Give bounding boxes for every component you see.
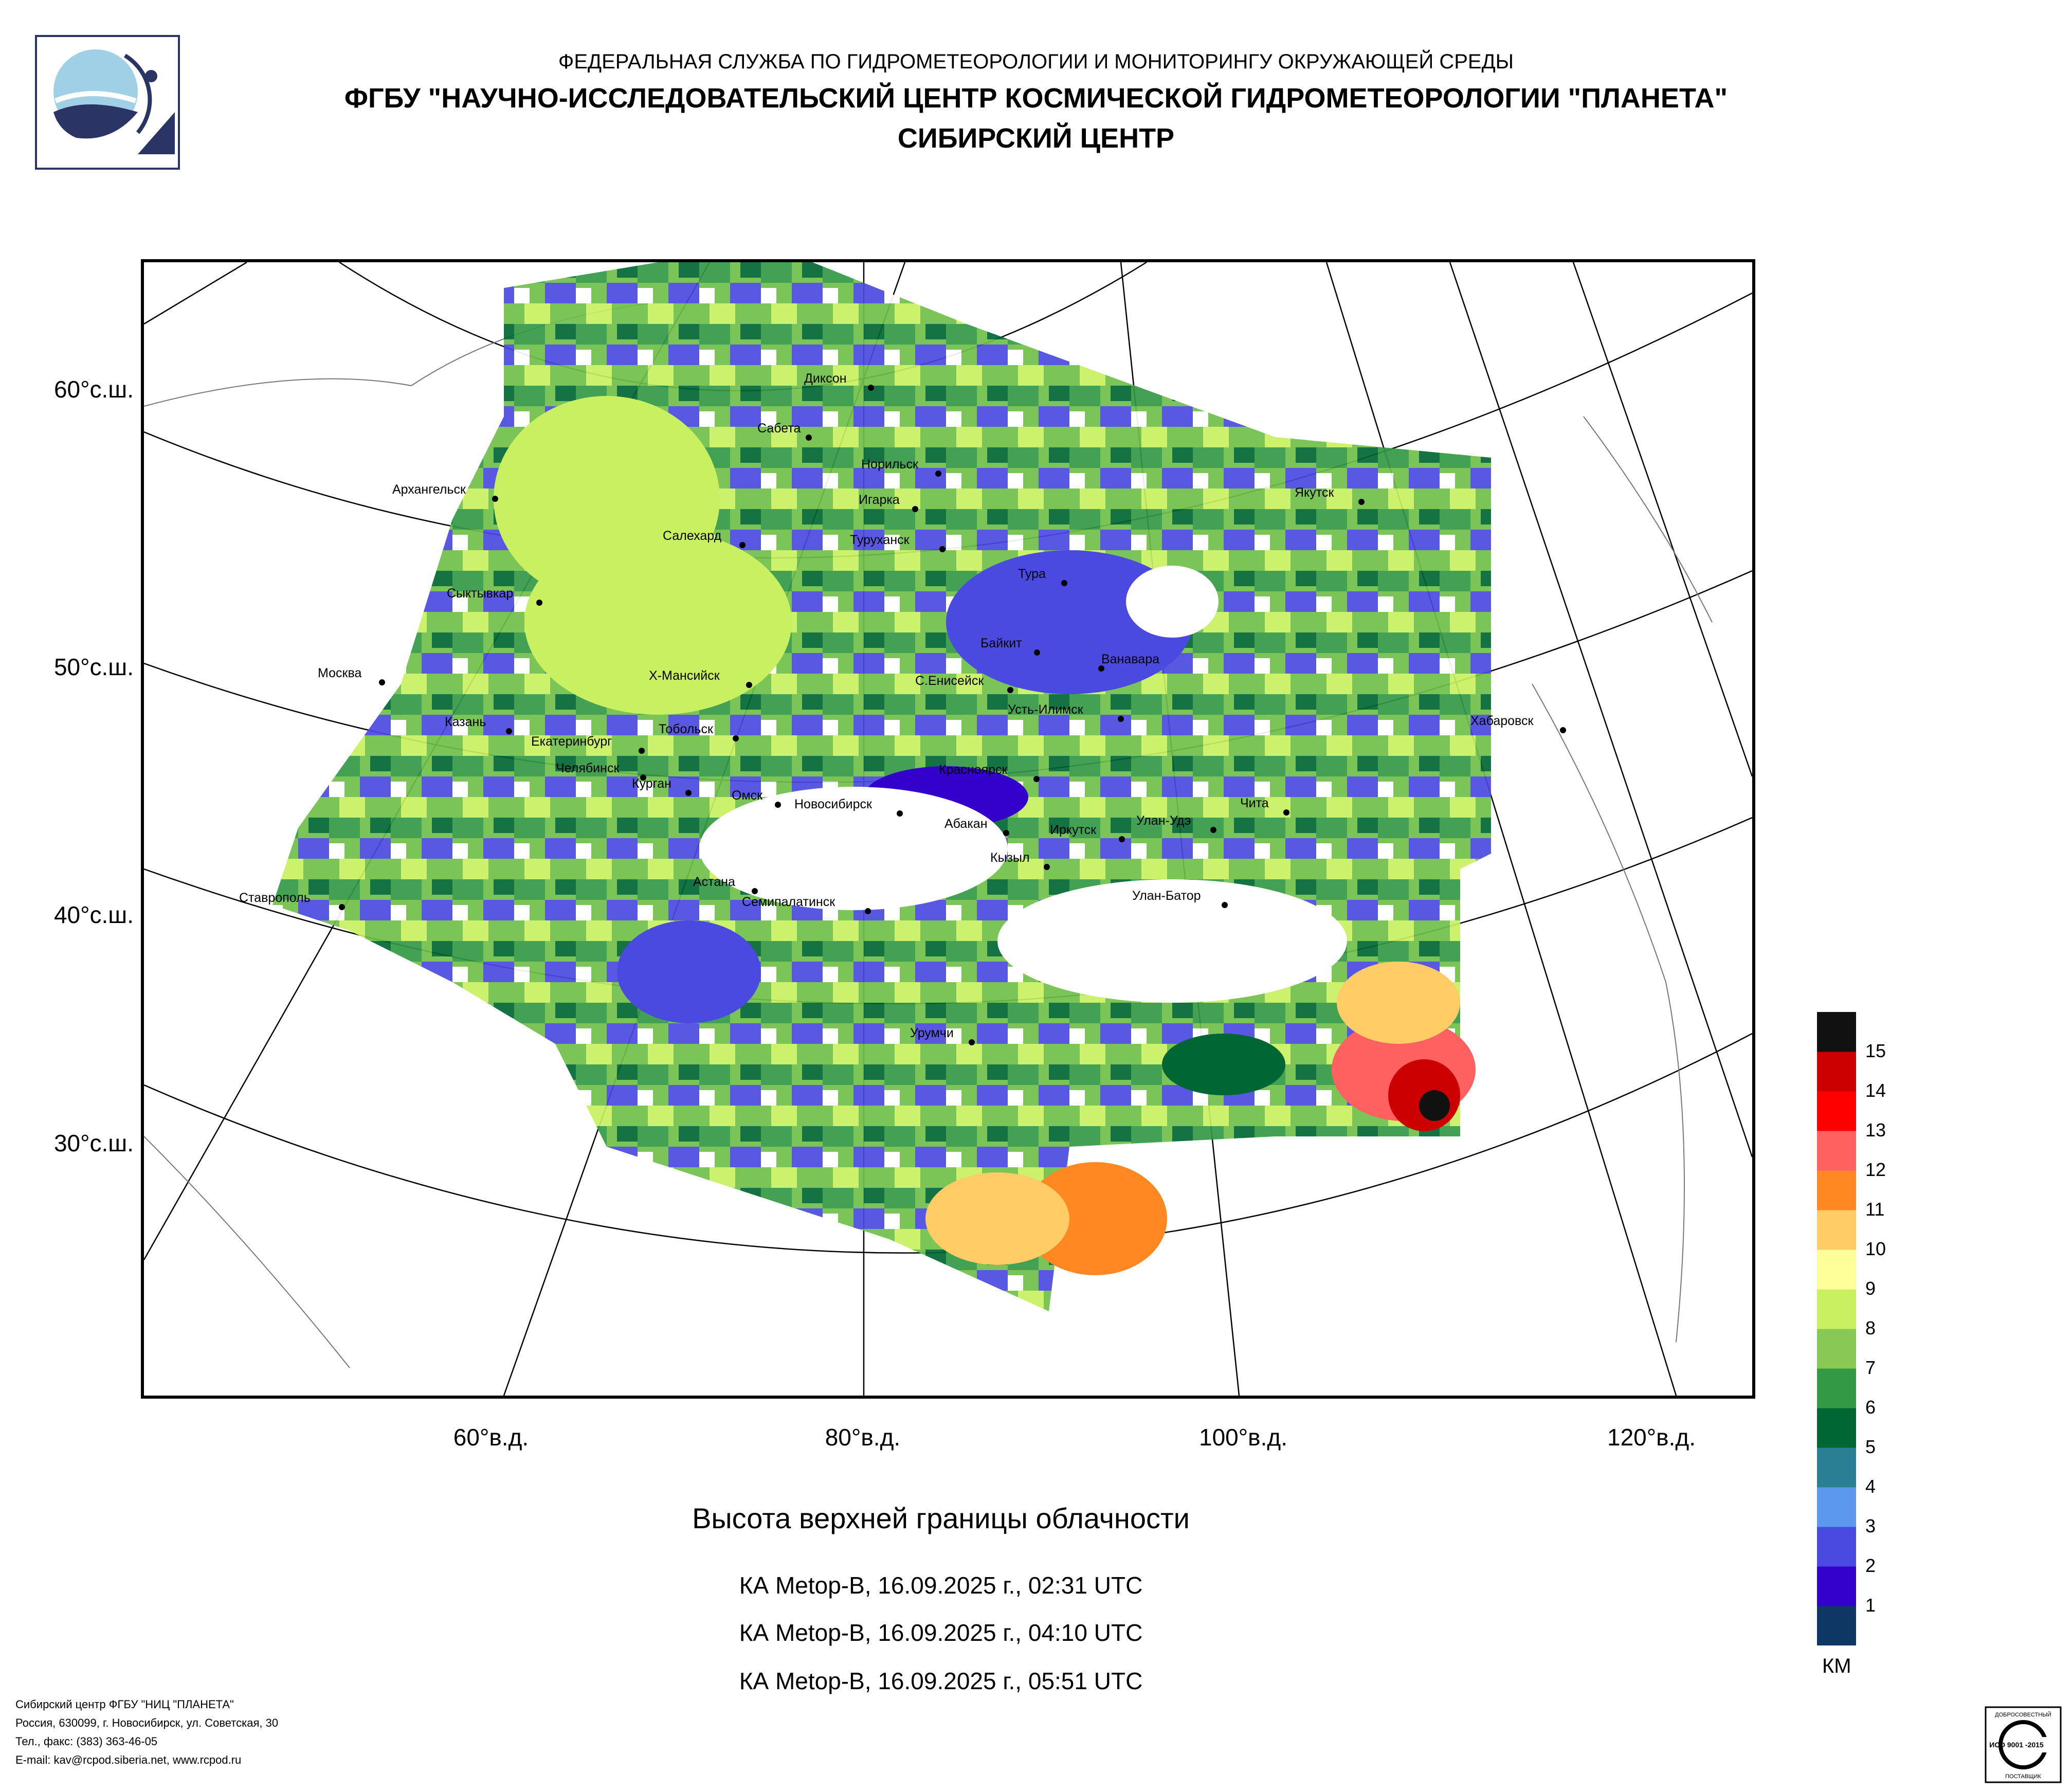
city-label: Тура: [1018, 567, 1046, 581]
lon-label-60: 60°в.д.: [453, 1424, 529, 1451]
city-dot: [935, 471, 941, 477]
city-dot: [1358, 499, 1365, 505]
city-label: Абакан: [944, 817, 988, 831]
satellite-swath: [272, 262, 1491, 1311]
city-dot: [865, 908, 871, 914]
legend-tick-label: 15: [1865, 1040, 1886, 1061]
city-dot: [1003, 830, 1009, 836]
legend-tick-label: 8: [1865, 1317, 1876, 1338]
legend-swatch: [1817, 1170, 1856, 1210]
legend-tick-label: 3: [1865, 1515, 1876, 1536]
legend-swatch: [1817, 1250, 1856, 1290]
city-label: Новосибирск: [794, 797, 872, 811]
lon-label-100: 100°в.д.: [1199, 1424, 1287, 1451]
city-dot: [1118, 716, 1124, 722]
city-label: Туруханск: [850, 533, 910, 547]
city-dot: [1222, 902, 1228, 908]
city-label: Омск: [732, 788, 763, 803]
legend-tick-label: 14: [1865, 1080, 1886, 1101]
legend-swatch: [1817, 1012, 1856, 1052]
city-label: Игарка: [859, 493, 900, 507]
city-dot: [339, 904, 345, 910]
legend-swatch: [1817, 1210, 1856, 1250]
city-dot: [685, 790, 692, 796]
legend-tick-label: 10: [1865, 1238, 1886, 1259]
city-dot: [639, 748, 645, 754]
city-label: Кызыл: [990, 851, 1030, 865]
footer-org: Сибирский центр ФГБУ "НИЦ "ПЛАНЕТА": [15, 1698, 234, 1711]
city-label: С.Енисейск: [915, 674, 984, 688]
city-dot: [969, 1039, 975, 1045]
city-dot: [506, 728, 512, 734]
city-label: Казань: [445, 715, 486, 729]
legend-swatch: [1817, 1368, 1856, 1408]
legend-tick-label: 5: [1865, 1436, 1876, 1457]
city-label: Астана: [693, 875, 735, 889]
city-label: Сыктывкар: [447, 586, 514, 601]
city-dot: [1560, 727, 1566, 733]
map-title: Высота верхней границы облачности: [692, 1502, 1190, 1534]
cert-bottom-text: ПОСТАВЩИК: [2005, 1774, 2041, 1780]
city-label: Челябинск: [556, 761, 620, 775]
city-label: Усть-Илимск: [1008, 702, 1083, 717]
header-organization: ФЕДЕРАЛЬНАЯ СЛУЖБА ПО ГИДРОМЕТЕОРОЛОГИИ И МОНИТОРИНГУ ОКРУЖАЮЩЕЙ СРЕДЫ: [558, 50, 1514, 73]
cloud-top-map: [141, 259, 1755, 1399]
city-dot: [739, 542, 746, 548]
city-label: Красноярск: [939, 763, 1008, 777]
city-label: Байкит: [980, 636, 1022, 650]
city-label: Х-Мансийск: [649, 668, 720, 683]
city-dot: [536, 600, 542, 606]
city-dot: [806, 435, 812, 441]
city-label: Улан-Батор: [1132, 889, 1201, 903]
legend-swatch: [1817, 1131, 1856, 1171]
city-dot: [912, 506, 918, 512]
city-label: Екатеринбург: [531, 734, 612, 749]
city-dot: [1044, 864, 1050, 870]
city-dot: [897, 810, 903, 817]
city-dot: [492, 496, 498, 502]
city-label: Салехард: [663, 529, 722, 543]
city-dot: [939, 546, 946, 552]
city-label: Тобольск: [659, 722, 713, 736]
legend-swatch: [1817, 1448, 1856, 1488]
legend-tick-label: 6: [1865, 1397, 1876, 1418]
city-label: Ванавара: [1101, 652, 1160, 666]
city-dot: [752, 888, 758, 894]
city-dot: [868, 385, 874, 391]
city-label: Диксон: [804, 371, 847, 386]
header-institute: ФГБУ "НАУЧНО-ИССЛЕДОВАТЕЛЬСКИЙ ЦЕНТР КОСМИЧЕСКОЙ ГИДРОМЕТЕОРОЛОГИИ "ПЛАНЕТА": [344, 83, 1728, 114]
footer-phone: Тел., факс: (383) 363-46-05: [15, 1735, 158, 1748]
map-canvas: [144, 262, 1752, 1396]
city-dot: [746, 682, 752, 688]
city-dot: [1210, 827, 1216, 833]
legend-tick-label: 9: [1865, 1278, 1876, 1299]
footer-address: Россия, 630099, г. Новосибирск, ул. Советская, 30: [15, 1716, 279, 1729]
city-dot: [775, 802, 781, 808]
legend-tick-label: 1: [1865, 1595, 1876, 1616]
lon-label-120: 120°в.д.: [1607, 1424, 1696, 1451]
legend-swatch: [1817, 1408, 1856, 1448]
city-label: Урумчи: [910, 1026, 954, 1040]
cert-standard-text: ИСО 9001 -2015: [1989, 1741, 2044, 1749]
city-label: Курган: [632, 776, 671, 791]
lat-label-30: 30°с.ш.: [53, 1130, 134, 1156]
pass-line-3: КА Metop-B, 16.09.2025 г., 05:51 UTC: [739, 1668, 1143, 1694]
city-dot: [1283, 809, 1289, 816]
legend-swatch: [1817, 1052, 1856, 1092]
city-dot: [1061, 580, 1067, 586]
city-label: Улан-Удэ: [1136, 813, 1191, 828]
legend-unit: КМ: [1822, 1655, 1851, 1677]
city-label: Семипалатинск: [742, 895, 835, 909]
iso-certificate-badge: [1985, 1706, 2062, 1783]
city-label: Архангельск: [392, 482, 466, 497]
city-label: Чита: [1240, 796, 1269, 810]
legend-swatch: [1817, 1289, 1856, 1329]
lon-label-80: 80°в.д.: [825, 1424, 901, 1451]
legend-tick-label: 4: [1865, 1476, 1876, 1497]
lat-label-60: 60°с.ш.: [53, 376, 134, 403]
lat-label-50: 50°с.ш.: [53, 654, 134, 680]
legend-swatch: [1817, 1329, 1856, 1369]
city-dot: [1033, 776, 1040, 782]
city-dot: [733, 735, 739, 741]
city-label: Норильск: [861, 457, 918, 472]
city-label: Москва: [318, 666, 362, 680]
cert-top-text: ДОБРОСОВЕСТНЫЙ: [1995, 1712, 2051, 1718]
legend-tick-label: 12: [1865, 1159, 1886, 1180]
height-legend: [1817, 1012, 1856, 1645]
lat-label-40: 40°с.ш.: [53, 901, 134, 928]
city-dot: [1007, 687, 1013, 693]
footer-email: E-mail: kav@rcpod.siberia.net, www.rcpod.ru: [15, 1753, 242, 1766]
city-label: Ставрополь: [239, 891, 311, 905]
city-dot: [1034, 649, 1040, 656]
pass-line-2: КА Metop-B, 16.09.2025 г., 04:10 UTC: [739, 1619, 1143, 1646]
legend-tick-label: 11: [1865, 1199, 1885, 1220]
city-dot: [1119, 836, 1125, 842]
city-dot: [379, 679, 385, 685]
header-center: СИБИРСКИЙ ЦЕНТР: [897, 123, 1175, 154]
city-label: Хабаровск: [1470, 714, 1534, 728]
city-label: Якутск: [1295, 485, 1334, 500]
city-label: Сабета: [757, 421, 801, 436]
legend-tick-label: 13: [1865, 1119, 1886, 1141]
legend-swatch: [1817, 1091, 1856, 1131]
legend-tick-label: 2: [1865, 1555, 1876, 1576]
legend-tick-label: 7: [1865, 1357, 1876, 1378]
pass-line-1: КА Metop-B, 16.09.2025 г., 02:31 UTC: [739, 1572, 1143, 1599]
city-label: Иркутск: [1050, 823, 1097, 837]
